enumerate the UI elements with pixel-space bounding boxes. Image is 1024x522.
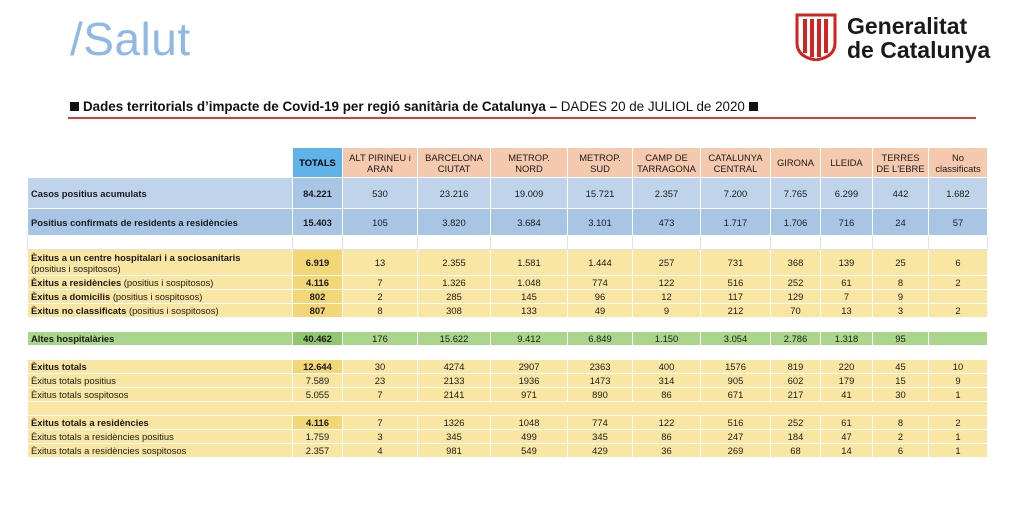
cell: 971 (491, 388, 568, 402)
cell: 122 (633, 416, 701, 430)
row-label: Èxitus totals sospitosos (28, 388, 293, 402)
row-label (28, 304, 293, 318)
cell: 3.684 (491, 209, 568, 236)
row-label: Casos positius acumulats (28, 178, 293, 209)
cell: 45 (873, 360, 929, 374)
cell: 49 (568, 304, 633, 318)
table-row (28, 388, 988, 402)
row-label: Altes hospitalàries (28, 332, 293, 346)
table-row (28, 416, 988, 430)
cell: 41 (821, 388, 873, 402)
row-label-sub: (positius i sospitosos) (128, 305, 219, 316)
table-row (28, 276, 988, 290)
cell: 6 (873, 444, 929, 458)
cell: 61 (821, 276, 873, 290)
cell: 2 (343, 290, 418, 304)
cell: 308 (418, 304, 491, 318)
table-row (28, 250, 988, 276)
cell: 7 (343, 416, 418, 430)
row-label: Èxitus totals a residències positius (28, 430, 293, 444)
col-header: CAMP DE TARRAGONA (633, 148, 701, 178)
cell: 12.644 (293, 360, 343, 374)
cell: 184 (771, 430, 821, 444)
cell: 516 (701, 276, 771, 290)
cell: 4274 (418, 360, 491, 374)
cell: 1576 (701, 360, 771, 374)
row-label-sub: (positius i sospitosos) (112, 291, 203, 302)
logo-text (847, 14, 990, 62)
cell: 15 (873, 374, 929, 388)
cell: 819 (771, 360, 821, 374)
logo-line1: Generalitat (847, 13, 968, 39)
cell: 47 (821, 430, 873, 444)
logo-line2: de Catalunya (847, 37, 991, 63)
cell: 8 (873, 416, 929, 430)
cell: 70 (771, 304, 821, 318)
cell: 671 (701, 388, 771, 402)
cell: 86 (633, 388, 701, 402)
cell: 549 (491, 444, 568, 458)
cell: 3 (873, 304, 929, 318)
cell: 314 (633, 374, 701, 388)
spacer-row (28, 318, 988, 332)
cell: 9.412 (491, 332, 568, 346)
cell: 3.820 (418, 209, 491, 236)
cell: 6.849 (568, 332, 633, 346)
cell: 7.765 (771, 178, 821, 209)
covid-data-table (27, 147, 988, 458)
col-header: METROP. SUD (568, 148, 633, 178)
cell: 139 (821, 250, 873, 276)
cell: 7 (343, 276, 418, 290)
cell: 122 (633, 276, 701, 290)
cell: 7 (343, 388, 418, 402)
cell: 23 (343, 374, 418, 388)
cell: 212 (701, 304, 771, 318)
cell: 217 (771, 388, 821, 402)
spacer-row (28, 402, 988, 416)
cell: 3.054 (701, 332, 771, 346)
table-row (28, 374, 988, 388)
spacer-row (28, 236, 988, 250)
cell: 14 (821, 444, 873, 458)
cell: 7.589 (293, 374, 343, 388)
table-row (28, 178, 988, 209)
cell: 23.216 (418, 178, 491, 209)
cell: 1.048 (491, 276, 568, 290)
cell: 2.357 (633, 178, 701, 209)
cell: 774 (568, 276, 633, 290)
cell: 368 (771, 250, 821, 276)
row-label (28, 276, 293, 290)
col-header: METROP. NORD (491, 148, 568, 178)
table-row (28, 332, 988, 346)
cell: 30 (873, 388, 929, 402)
cell: 68 (771, 444, 821, 458)
cell: 2 (873, 430, 929, 444)
cell: 19.009 (491, 178, 568, 209)
cell: 9 (633, 304, 701, 318)
cell: 252 (771, 416, 821, 430)
cell: 2.357 (293, 444, 343, 458)
col-header: No classificats (929, 148, 988, 178)
cell: 15.622 (418, 332, 491, 346)
cell: 1.717 (701, 209, 771, 236)
cell: 1326 (418, 416, 491, 430)
cell: 516 (701, 416, 771, 430)
cell: 285 (418, 290, 491, 304)
cell: 2 (929, 276, 988, 290)
col-header: CATALUNYA CENTRAL (701, 148, 771, 178)
cell: 84.221 (293, 178, 343, 209)
row-label-main: Èxitus a domicilis (31, 291, 111, 302)
cell: 257 (633, 250, 701, 276)
cell: 13 (821, 304, 873, 318)
cell: 117 (701, 290, 771, 304)
cell: 2 (929, 416, 988, 430)
cell: 4 (343, 444, 418, 458)
cell: 1.682 (929, 178, 988, 209)
row-label: Èxitus totals positius (28, 374, 293, 388)
cell: 30 (343, 360, 418, 374)
row-label-main: Èxitus a un centre hospitalari i a sociosanitaris (31, 251, 241, 263)
cell: 1 (929, 430, 988, 444)
cell: 530 (343, 178, 418, 209)
cell: 3.101 (568, 209, 633, 236)
cell: 1.759 (293, 430, 343, 444)
row-label: Positius confirmats de residents a residències (28, 209, 293, 236)
row-label: Èxitus totals (28, 360, 293, 374)
row-label-main: Èxitus no classificats (31, 305, 127, 316)
cell: 25 (873, 250, 929, 276)
table-row (28, 444, 988, 458)
cell: 9 (929, 374, 988, 388)
salut-brand: /Salut (70, 13, 191, 65)
cell: 345 (418, 430, 491, 444)
cell: 905 (701, 374, 771, 388)
cell: 61 (821, 416, 873, 430)
row-label: Èxitus totals a residències sospitosos (28, 444, 293, 458)
table-row (28, 290, 988, 304)
cell: 9 (873, 290, 929, 304)
page-title (70, 99, 758, 114)
cell: 473 (633, 209, 701, 236)
cell: 7.200 (701, 178, 771, 209)
cell: 890 (568, 388, 633, 402)
row-label-sub: (positius i sospitosos) (123, 277, 214, 288)
cell: 86 (633, 430, 701, 444)
cell: 731 (701, 250, 771, 276)
title-main: Dades territorials d’impacte de Covid-19 per regió sanitària de Catalunya (83, 99, 546, 114)
col-header: GIRONA (771, 148, 821, 178)
cell: 981 (418, 444, 491, 458)
title-date: DADES 20 de JULIOL de 2020 (560, 99, 745, 114)
cell: 96 (568, 290, 633, 304)
cell: 1 (929, 388, 988, 402)
cell: 5.055 (293, 388, 343, 402)
table-row (28, 430, 988, 444)
title-dash: – (545, 99, 561, 114)
table-row (28, 304, 988, 318)
cell: 442 (873, 178, 929, 209)
table-row (28, 209, 988, 236)
row-label: Èxitus totals a residències (28, 416, 293, 430)
cell: 176 (343, 332, 418, 346)
cell: 179 (821, 374, 873, 388)
title-underline (68, 117, 976, 119)
cell: 15.403 (293, 209, 343, 236)
cell: 400 (633, 360, 701, 374)
cell: 1048 (491, 416, 568, 430)
table-header-row (28, 148, 988, 178)
cell: 2363 (568, 360, 633, 374)
cell: 429 (568, 444, 633, 458)
cell: 2.786 (771, 332, 821, 346)
cell: 8 (343, 304, 418, 318)
header-empty (28, 148, 293, 178)
square-bullet-icon (749, 102, 758, 111)
spacer-row (28, 346, 988, 360)
generalitat-logo (795, 13, 995, 63)
cell: 6.299 (821, 178, 873, 209)
cell: 2141 (418, 388, 491, 402)
cell: 269 (701, 444, 771, 458)
senyera-logo-icon (795, 13, 837, 61)
cell: 13 (343, 250, 418, 276)
col-header: TERRES DE L'EBRE (873, 148, 929, 178)
cell: 133 (491, 304, 568, 318)
cell: 57 (929, 209, 988, 236)
cell: 1473 (568, 374, 633, 388)
square-bullet-icon (70, 102, 79, 111)
cell: 602 (771, 374, 821, 388)
cell: 4.116 (293, 416, 343, 430)
cell: 1.150 (633, 332, 701, 346)
row-label-main: Èxitus a residències (31, 277, 122, 288)
cell: 6.919 (293, 250, 343, 276)
cell: 105 (343, 209, 418, 236)
cell: 129 (771, 290, 821, 304)
cell: 3 (343, 430, 418, 444)
cell: 220 (821, 360, 873, 374)
cell (929, 290, 988, 304)
cell: 95 (873, 332, 929, 346)
cell: 36 (633, 444, 701, 458)
cell: 1.318 (821, 332, 873, 346)
table-row (28, 360, 988, 374)
col-header: LLEIDA (821, 148, 873, 178)
cell: 15.721 (568, 178, 633, 209)
cell: 6 (929, 250, 988, 276)
cell: 247 (701, 430, 771, 444)
cell: 24 (873, 209, 929, 236)
col-header: ALT PIRINEU i ARAN (343, 148, 418, 178)
cell: 802 (293, 290, 343, 304)
row-label-sub: (positius i sospitosos) (31, 262, 121, 274)
cell: 1.444 (568, 250, 633, 276)
row-label (28, 250, 293, 276)
cell: 4.116 (293, 276, 343, 290)
cell: 807 (293, 304, 343, 318)
cell: 1.706 (771, 209, 821, 236)
cell: 2907 (491, 360, 568, 374)
cell: 1.581 (491, 250, 568, 276)
cell: 2133 (418, 374, 491, 388)
cell: 40.462 (293, 332, 343, 346)
cell: 1.326 (418, 276, 491, 290)
cell: 1 (929, 444, 988, 458)
row-label (28, 290, 293, 304)
cell: 145 (491, 290, 568, 304)
cell: 10 (929, 360, 988, 374)
cell: 2 (929, 304, 988, 318)
cell: 774 (568, 416, 633, 430)
cell (929, 332, 988, 346)
cell: 499 (491, 430, 568, 444)
cell: 7 (821, 290, 873, 304)
cell: 345 (568, 430, 633, 444)
cell: 8 (873, 276, 929, 290)
col-header: TOTALS (293, 148, 343, 178)
cell: 2.355 (418, 250, 491, 276)
cell: 1936 (491, 374, 568, 388)
cell: 252 (771, 276, 821, 290)
cell: 12 (633, 290, 701, 304)
col-header: BARCELONA CIUTAT (418, 148, 491, 178)
cell: 716 (821, 209, 873, 236)
